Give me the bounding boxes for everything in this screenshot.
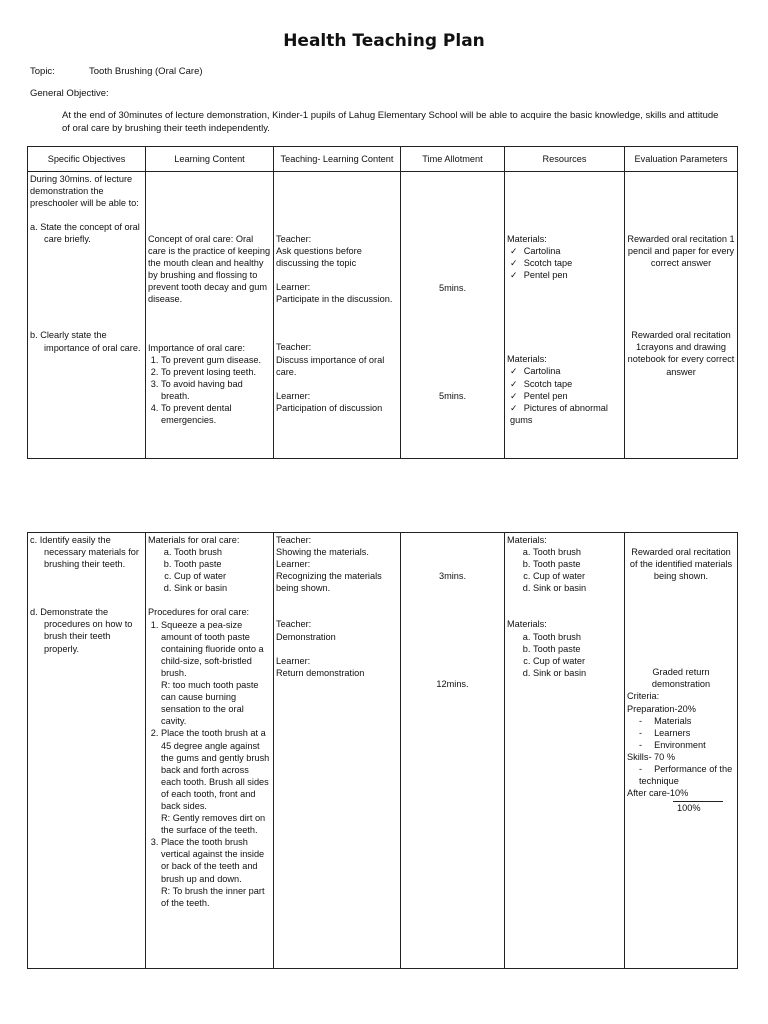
evaluation-b: Rewarded oral recitation 1crayons and drawing notebook for every correct answer: [627, 330, 735, 377]
list-item: ✓ Cartolina: [510, 365, 622, 377]
list-item: a. Tooth brush: [174, 546, 271, 558]
list-item: ✓ Pentel pen: [510, 390, 622, 402]
total-percentage: 100%: [677, 803, 701, 814]
materials-content-list: [148, 546, 271, 594]
skills-list: [627, 763, 735, 787]
teaching-cell: [274, 533, 401, 969]
list-item: d. Sink or basin: [533, 667, 622, 679]
header-resources: Resources: [505, 147, 625, 172]
list-item: 1. To prevent gum disease.: [161, 354, 271, 366]
page-title: Health Teaching Plan: [283, 31, 485, 51]
list-item: - Learners: [639, 727, 735, 739]
list-item: ✓ Pictures of abnormal gums: [510, 402, 622, 426]
teacher-d: Demonstration: [276, 631, 336, 642]
content-cell: [146, 533, 274, 969]
resources-cell: [505, 533, 625, 969]
list-item: 4. To prevent dental emergencies.: [161, 402, 271, 426]
learner-a: Participate in the discussion.: [276, 294, 393, 305]
objectives-cell: [28, 172, 146, 459]
preparation-label: Preparation-20%: [627, 703, 696, 714]
list-item: [161, 619, 271, 728]
time-cell: [401, 172, 505, 459]
objective-b: b. Clearly state the importance of oral care.: [30, 330, 141, 353]
step-text: Squeeze a pea-size amount of tooth paste containing fluoride onto a child-size, soft-bristled brush.: [161, 619, 264, 678]
teacher-label: Teacher:: [276, 342, 312, 353]
header-teaching-learning: Teaching- Learning Content: [274, 147, 401, 172]
list-item: [161, 727, 271, 836]
after-care-label: After care-10%: [627, 788, 689, 799]
evaluation-c: Rewarded oral recitation of the identified materials being shown.: [629, 547, 733, 582]
table-row: [28, 172, 738, 459]
time-c: 3mins.: [438, 571, 467, 581]
plan-table-2: [27, 532, 738, 969]
plan-table-1: [27, 146, 738, 459]
list-item: ✓ Scotch tape: [510, 257, 622, 269]
general-objective-text: At the end of 30minutes of lecture demonstration, Kinder-1 pupils of Lahug Elementary School will be able to acquire the basic knowledge, skills and attitude of oral care by brushing their teeth independently.: [62, 110, 719, 134]
evaluation-a: Rewarded oral recitation 1 pencil and paper for every correct answer: [627, 234, 735, 269]
content-c-label: Materials for oral care:: [148, 535, 240, 545]
step-text: Place the tooth brush at a 45 degree angle against the gums and gently brush back and forth across each tooth. Brush all sides of each tooth, front and back sides.: [161, 728, 270, 811]
topic-value: Tooth Brushing (Oral Care): [89, 66, 203, 77]
list-item: - Performance of the technique: [639, 763, 735, 787]
list-item: b. Tooth paste: [533, 558, 622, 570]
list-item: - Environment: [639, 739, 735, 751]
objective-a: a. State the concept of oral care briefly.: [30, 222, 140, 245]
list-item: b. Tooth paste: [533, 643, 622, 655]
list-item: ✓ Cartolina: [510, 245, 622, 257]
table-row: [28, 533, 738, 969]
objective-c: c. Identify easily the necessary materials for brushing their teeth.: [30, 535, 139, 570]
learner-label: Learner:: [276, 559, 311, 570]
list-item: d. Sink or basin: [174, 582, 271, 594]
materials-label: Materials:: [507, 354, 547, 365]
teacher-label: Teacher:: [276, 535, 312, 545]
learner-d: Return demonstration: [276, 667, 365, 678]
materials-list-a: [507, 245, 622, 281]
list-item: a. Tooth brush: [533, 631, 622, 643]
rationale-text: R: To brush the inner part of the teeth.: [161, 885, 265, 908]
learner-c: Recognizing the materials being shown.: [276, 571, 382, 594]
resources-cell: [505, 172, 625, 459]
content-b-label: Importance of oral care:: [148, 342, 246, 353]
topic-label: Topic:: [30, 66, 55, 77]
list-item: c. Cup of water: [533, 570, 622, 582]
time-d: 12mins.: [436, 679, 469, 690]
learner-label: Learner:: [276, 655, 311, 666]
header-learning-content: Learning Content: [146, 147, 274, 172]
general-objective-label: General Objective:: [30, 88, 109, 99]
content-a: Concept of oral care: Oral care is the practice of keeping the mouth clean and healthy by brushing and flossing to prevent tooth decay and gum disease.: [148, 234, 271, 305]
materials-list-b: [507, 365, 622, 425]
rationale-text: R: too much tooth paste can cause burning sensation to the oral cavity.: [161, 680, 259, 727]
materials-label: Materials:: [507, 234, 547, 244]
rationale-text: R: Gently removes dirt on the surface of the teeth.: [161, 813, 266, 836]
list-item: - Materials: [639, 715, 735, 727]
list-item: b. Tooth paste: [174, 558, 271, 570]
header-evaluation: Evaluation Parameters: [625, 147, 738, 172]
objectives-cell: [28, 533, 146, 969]
header-time-allotment: Time Allotment: [401, 147, 505, 172]
teacher-c: Showing the materials.: [276, 547, 369, 558]
list-item: 2. To prevent losing teeth.: [161, 366, 271, 378]
procedure-list: [148, 619, 271, 909]
materials-list-c: [507, 546, 622, 594]
importance-list: [148, 354, 271, 427]
list-item: c. Cup of water: [533, 655, 622, 667]
evaluation-d-title: Graded return demonstration: [651, 667, 711, 690]
header-specific-objectives: Specific Objectives: [28, 147, 146, 172]
preparation-list: [627, 715, 735, 751]
learner-label: Learner:: [276, 390, 311, 401]
materials-label: Materials:: [507, 535, 547, 545]
teacher-label: Teacher:: [276, 619, 312, 630]
list-item: d. Sink or basin: [533, 582, 622, 594]
time-cell: [401, 533, 505, 969]
content-cell: [146, 172, 274, 459]
teacher-label: Teacher:: [276, 234, 312, 244]
materials-label: Materials:: [507, 619, 547, 630]
learner-label: Learner:: [276, 282, 311, 293]
time-a: 5mins.: [438, 283, 467, 293]
list-item: ✓ Pentel pen: [510, 269, 622, 281]
step-text: Place the tooth brush vertical against the inside or back of the teeth and brush up and down.: [161, 837, 265, 884]
teaching-cell: [274, 172, 401, 459]
list-item: [161, 836, 271, 909]
evaluation-cell: [625, 533, 738, 969]
list-item: ✓ Scotch tape: [510, 378, 622, 390]
time-b: 5mins.: [438, 391, 467, 402]
list-item: a. Tooth brush: [533, 546, 622, 558]
list-item: 3. To avoid having bad breath.: [161, 378, 271, 402]
evaluation-cell: [625, 172, 738, 459]
criteria-label: Criteria:: [627, 691, 660, 702]
list-item: c. Cup of water: [174, 570, 271, 582]
teacher-a: Ask questions before discussing the topic: [276, 246, 362, 269]
content-d-label: Procedures for oral care:: [148, 607, 250, 618]
learner-b: Participation of discussion: [276, 402, 383, 413]
materials-list-d: [507, 631, 622, 679]
skills-label: Skills- 70 %: [627, 751, 675, 762]
intro-text: During 30mins. of lecture demonstration the preschooler will be able to:: [30, 174, 139, 209]
objective-d: d. Demonstrate the procedures on how to brush their teeth properly.: [30, 607, 133, 654]
table-header-row: [28, 147, 738, 172]
teacher-b: Discuss importance of oral care.: [276, 354, 385, 377]
